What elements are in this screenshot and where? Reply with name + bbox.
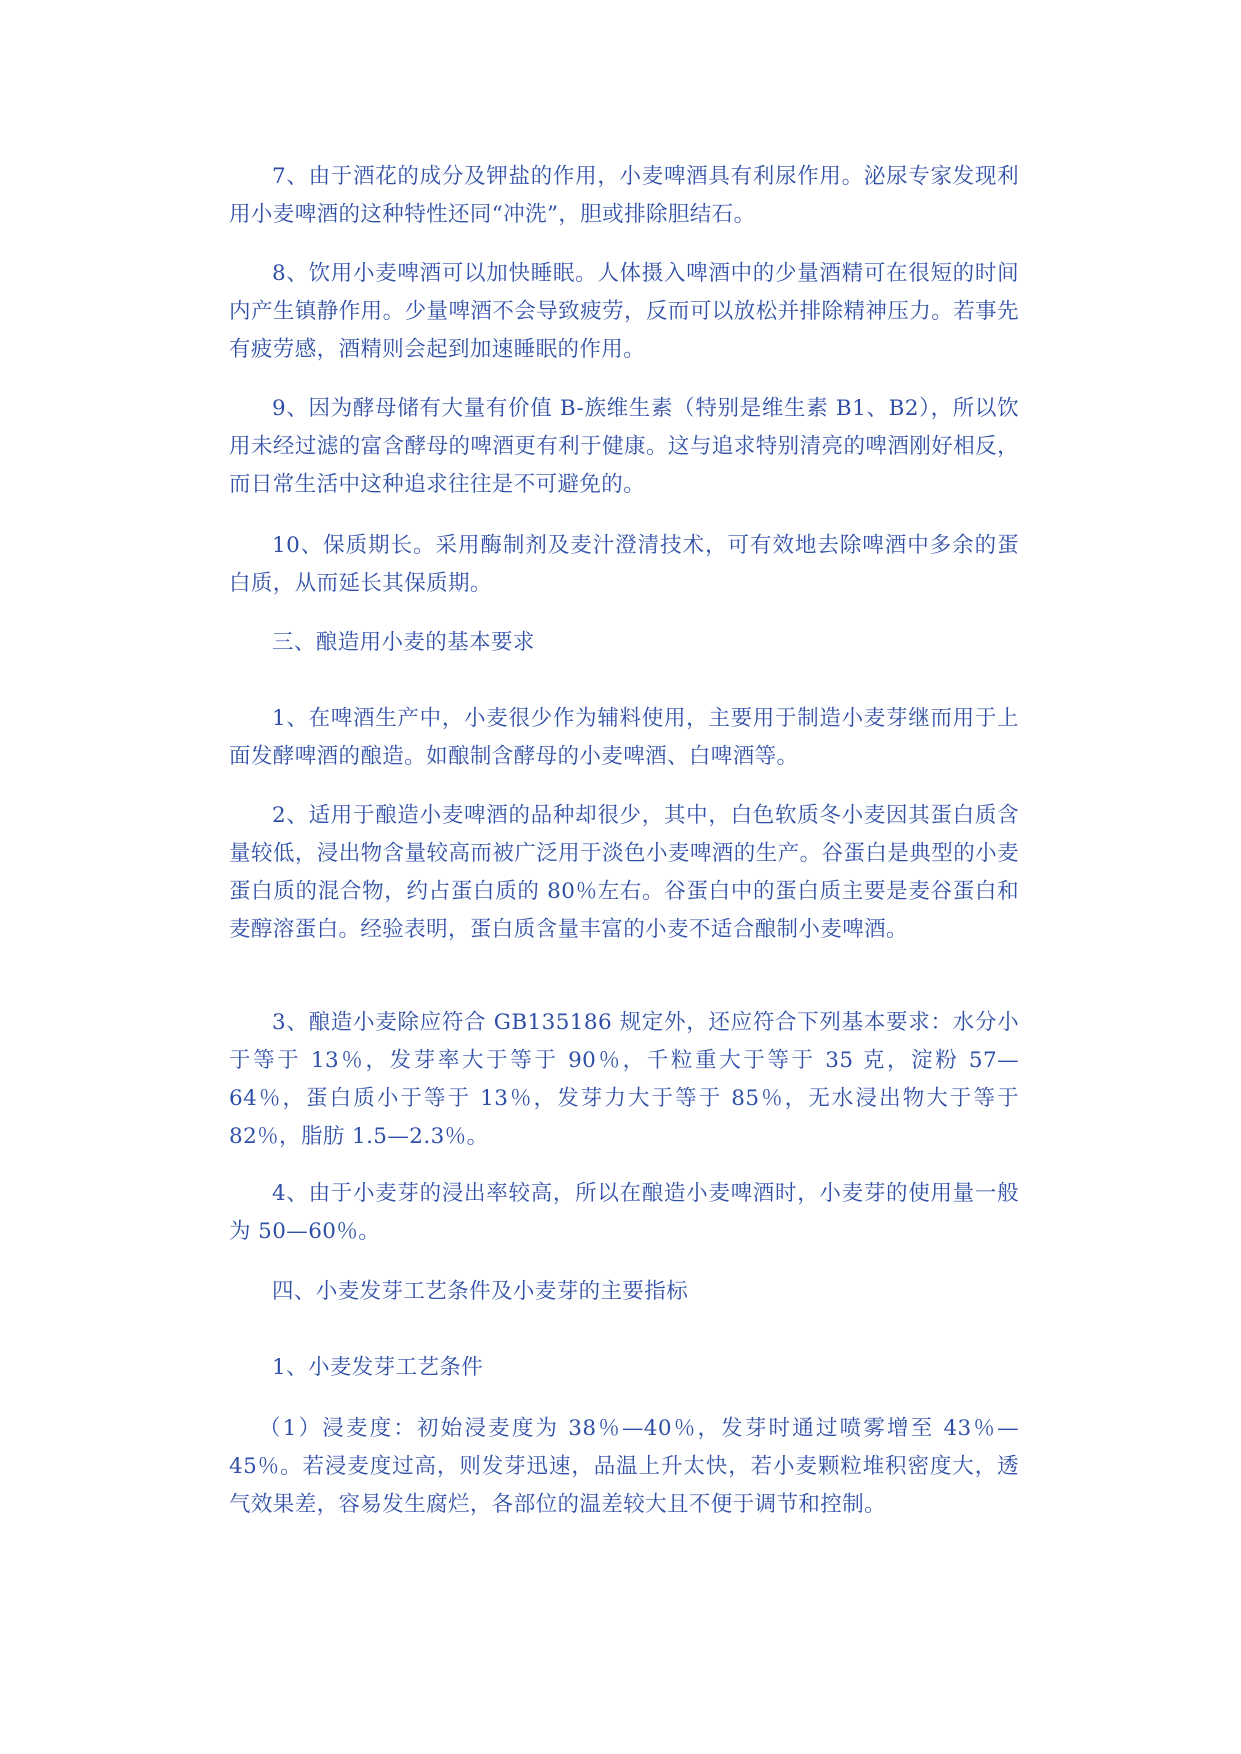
paragraph-requirement-4: 4、由于小麦芽的浸出率较高，所以在酿造小麦啤酒时，小麦芽的使用量一般为 50—60％。 [229,1181,1019,1244]
paragraph-requirement-2: 2、适用于酿造小麦啤酒的品种却很少，其中，白色软质冬小麦因其蛋白质含量较低，浸出物含量较高而被广泛用于淡色小麦啤酒的生产。谷蛋白是典型的小麦蛋白质的混合物，约占蛋白质的 80％左右。谷蛋白中的蛋白质主要是麦谷蛋白和麦醇溶蛋白。经验表明，蛋白质含量丰富的小麦不适合酿制小麦啤酒。 [229,803,1019,942]
paragraph-item-7: 7、由于酒花的成分及钾盐的作用，小麦啤酒具有利尿作用。泌尿专家发现利用小麦啤酒的这种特性还同“冲洗”，胆或排除胆结石。 [229,164,1019,227]
paragraph-item-10: 10、保质期长。采用酶制剂及麦汁澄清技术，可有效地去除啤酒中多余的蛋白质，从而延长其保质期。 [229,533,1019,596]
section-heading-4: 四、小麦发芽工艺条件及小麦芽的主要指标 [272,1279,689,1304]
paragraph-item-9: 9、因为酵母储有大量有价值 B-族维生素（特别是维生素 B1、B2），所以饮用未经过滤的富含酵母的啤酒更有利于健康。这与追求特别清亮的啤酒刚好相反，而日常生活中这种追求往往是不可避免的。 [229,396,1019,497]
section-heading-3: 三、酿造用小麦的基本要求 [272,630,535,655]
paragraph-item-8: 8、饮用小麦啤酒可以加快睡眠。人体摄入啤酒中的少量酒精可在很短的时间内产生镇静作用。少量啤酒不会导致疲劳，反而可以放松并排除精神压力。若事先有疲劳感，酒精则会起到加速睡眠的作用。 [229,261,1019,362]
subsection-heading-1: 1、小麦发芽工艺条件 [272,1355,484,1380]
paragraph-requirement-1: 1、在啤酒生产中，小麦很少作为辅料使用，主要用于制造小麦芽继而用于上面发酵啤酒的酿造。如酿制含酵母的小麦啤酒、白啤酒等。 [229,706,1019,769]
paragraph-steeping-degree: （1）浸麦度：初始浸麦度为 38％—40％，发芽时通过喷雾增至 43％—45％。若浸麦度过高，则发芽迅速，品温上升太快，若小麦颗粒堆积密度大，透气效果差，容易发生腐烂，各部位的温差较大且不便于调节和控制。 [229,1416,1019,1517]
paragraph-requirement-3: 3、酿造小麦除应符合 GB135186 规定外，还应符合下列基本要求：水分小于等于 13％，发芽率大于等于 90％，千粒重大于等于 35 克，淀粉 57—64％，蛋白质小于等于 13％，发芽力大于等于 85％，无水浸出物大于等于 82％，脂肪 1.5—2.3％。 [229,1010,1019,1149]
